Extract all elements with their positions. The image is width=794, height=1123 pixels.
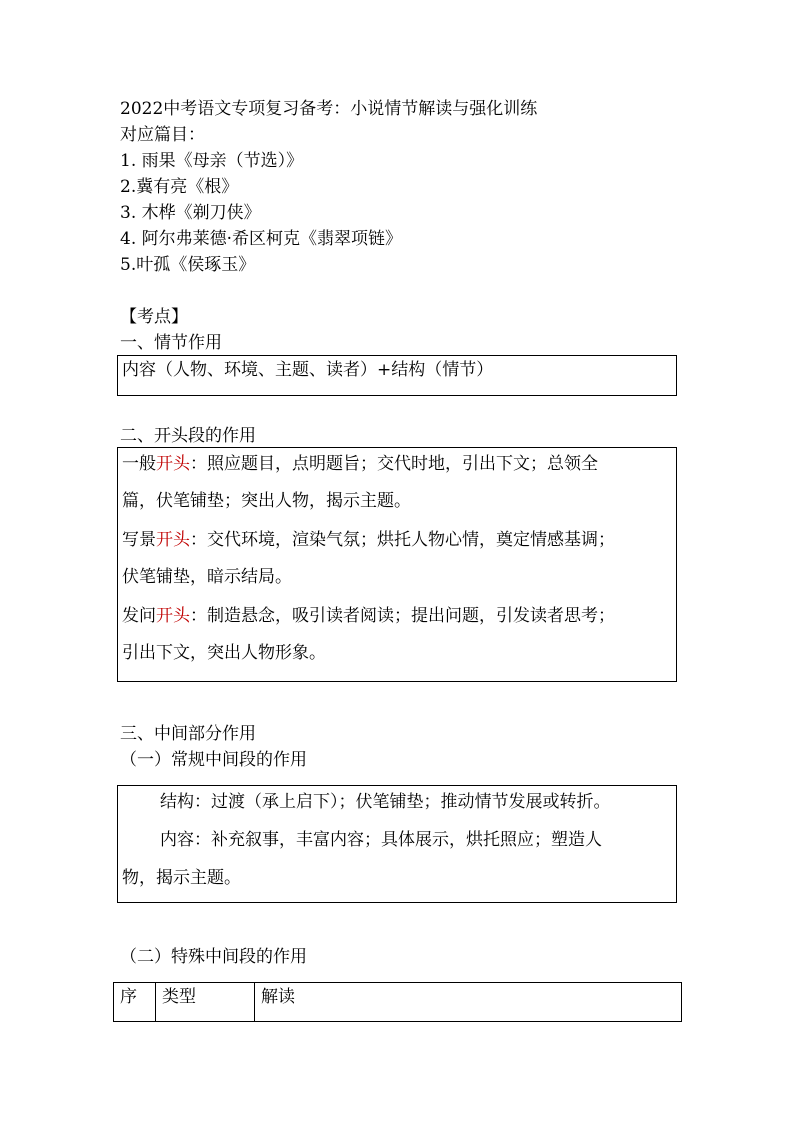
opening-scenery-red: 开头 [156, 530, 190, 550]
opening-scenery-text: ：交代环境，渲染气氛；烘托人物心情，奠定情感基调； [190, 530, 615, 550]
section3-box [117, 785, 677, 903]
content-line1: 内容：补充叙事，丰富内容；具体展示，烘托照应；塑造人 [160, 830, 602, 850]
table-header-cell: 解读 [255, 983, 682, 1022]
section1-box-text: 内容（人物、环境、主题、读者）+结构（情节） [122, 360, 494, 380]
section3-sub1-heading: （一）常规中间段的作用 [120, 750, 307, 770]
opening-scenery-prefix: 写景 [122, 530, 156, 550]
structure-line: 结构：过渡（承上启下）；伏笔铺垫；推动情节发展或转折。 [160, 792, 611, 812]
opening-scenery-line1 [122, 528, 615, 552]
article-item-1: 1. 雨果《母亲（节选）》 [120, 151, 304, 171]
kaodian-label: 【考点】 [120, 307, 188, 327]
opening-general-red: 开头 [156, 454, 190, 474]
article-item-2: 2.冀有亮《根》 [120, 177, 239, 197]
article-item-3: 3. 木桦《剃刀侠》 [120, 203, 261, 223]
section3-sub2-heading: （二）特殊中间段的作用 [120, 947, 307, 967]
page-title: 2022中考语文专项复习备考：小说情节解读与强化训练 [120, 99, 538, 119]
section2-box [117, 447, 677, 682]
articles-heading: 对应篇目： [120, 125, 205, 145]
table-header-cell: 序 [114, 983, 156, 1022]
opening-general-line1 [122, 452, 598, 476]
opening-question-prefix: 发问 [122, 606, 156, 626]
article-item-4: 4. 阿尔弗莱德·希区柯克《翡翠项链》 [120, 229, 403, 249]
section2-heading: 二、开头段的作用 [120, 426, 256, 446]
opening-question-line1 [122, 604, 615, 628]
table-header-row [114, 983, 682, 1022]
opening-general-prefix: 一般 [122, 454, 156, 474]
opening-question-red: 开头 [156, 606, 190, 626]
opening-question-line2: 引出下文，突出人物形象。 [122, 643, 326, 663]
opening-scenery-line2: 伏笔铺垫，暗示结局。 [122, 567, 292, 587]
table-header-cell: 类型 [156, 983, 255, 1022]
opening-general-line2: 篇，伏笔铺垫；突出人物，揭示主题。 [122, 491, 411, 511]
opening-question-text: ：制造悬念，吸引读者阅读；提出问题，引发读者思考； [190, 606, 615, 626]
article-item-5: 5.叶孤《侯琢玉》 [120, 255, 256, 275]
content-line2: 物，揭示主题。 [122, 868, 241, 888]
section1-heading: 一、情节作用 [120, 333, 222, 353]
special-middle-table [113, 982, 682, 1022]
section3-heading: 三、中间部分作用 [120, 724, 256, 744]
opening-general-text: ：照应题目，点明题旨；交代时地，引出下文；总领全 [190, 454, 598, 474]
section1-box [117, 355, 677, 396]
